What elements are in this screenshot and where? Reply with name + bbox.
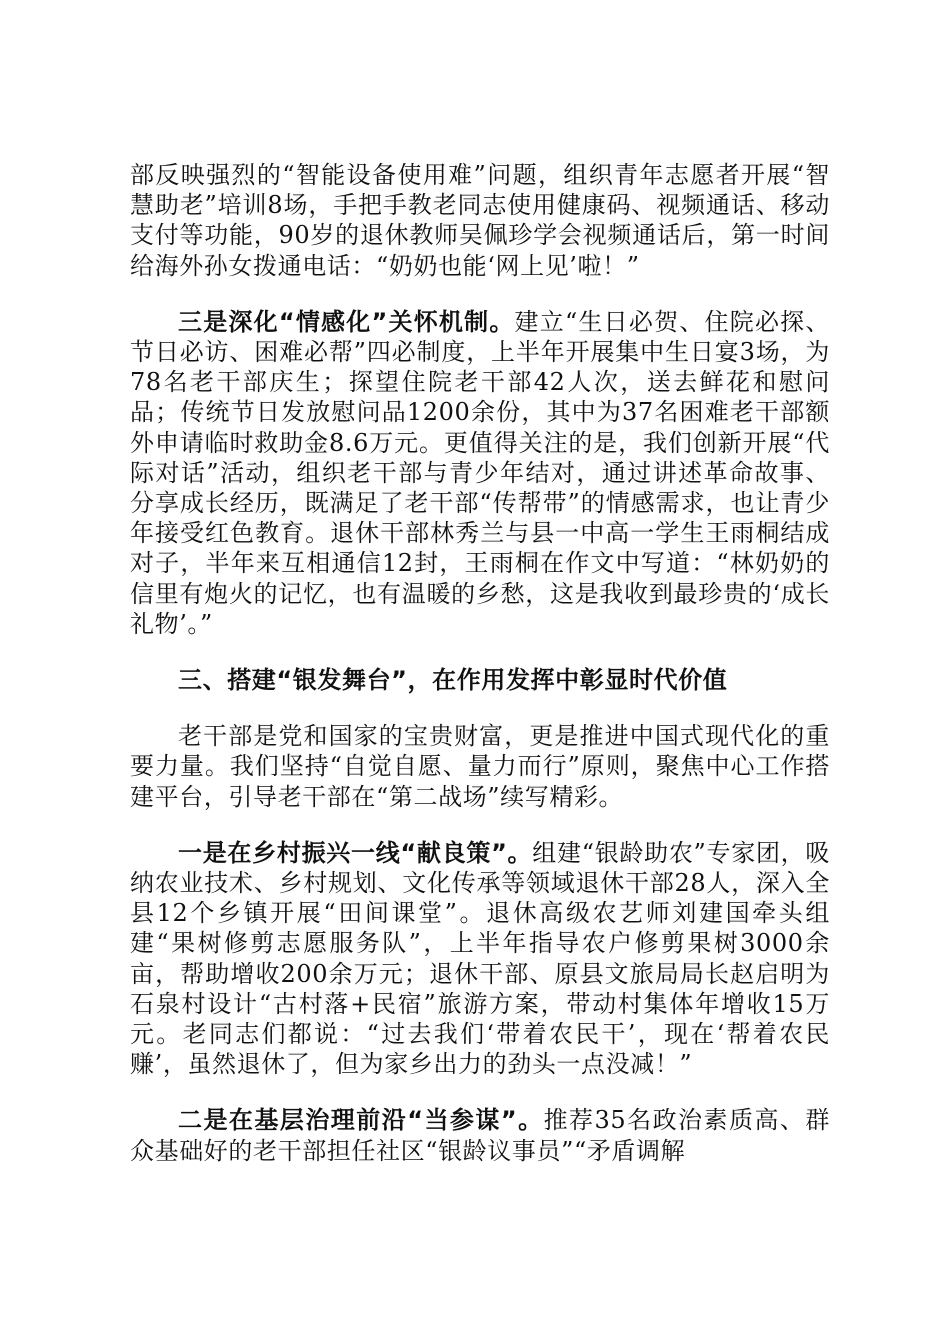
paragraph-text: 组建“银龄助农”专家团，吸纳农业技术、乡村规划、文化传承等领域退休干部28人，深入全县12个乡镇开展“田间课堂”。退休高级农艺师刘建国牵头组建“果树修剪志愿服务队”，上半年指导农户修剪果树3000余亩，帮助增收200余万元；退休干部、原县文旅局局长赵启明为石泉村设计“古村落+民宿”旅游方案，带动村集体年增收15万元。老同志们都说：“过去我们‘带着农民干’，现在‘帮着农民赚’，虽然退休了，但为家乡出力的劲头一点没减！” bbox=[130, 838, 831, 1079]
paragraph-text: 推荐35名政治素质高、群众基础好的老干部担任社区“银龄议事员”“矛盾调解 bbox=[130, 1106, 830, 1165]
paragraph-intro bbox=[130, 721, 830, 812]
paragraph-text: 部反映强烈的“智能设备使用难”问题，组织青年志愿者开展“智慧助老”培训8场，手把手教老同志使用健康码、视频通话、移动支付等功能，90岁的退休教师吴佩珍学会视频通话后，第一时间给海外孙女拨通电话：“奶奶也能‘网上见’啦！” bbox=[130, 161, 830, 280]
document-body bbox=[130, 160, 830, 1192]
paragraph-lead: 二是在基层治理前沿“当参谋”。 bbox=[178, 1106, 544, 1135]
paragraph-continuation bbox=[130, 160, 830, 281]
paragraph-text: 老干部是党和国家的宝贵财富，更是推进中国式现代化的重要力量。我们坚持“自觉自愿、量力而行”原则，聚焦中心工作搭建平台，引导老干部在“第二战场”续写精彩。 bbox=[130, 722, 830, 811]
paragraph-lead: 三是深化“情感化”关怀机制。 bbox=[178, 307, 515, 336]
paragraph-text: 建立“生日必贺、住院必探、节日必访、困难必帮”四必制度，上半年开展集中生日宴3场，为78名老干部庆生；探望住院老干部42人次，送去鲜花和慰问品；传统节日发放慰问品1200余份，其中为37名困难老干部额外申请临时救助金8.6万元。更值得关注的是，我们创新开展“代际对话”活动，组织老干部与青少年结对，通过讲述革命故事、分享成长经历，既满足了老干部“传帮带”的情感需求，也让青少年接受红色教育。退休干部林秀兰与县一中高一学生王雨桐结成对子，半年来互相通信12封，王雨桐在作文中写道：“林奶奶的信里有炮火的记忆，也有温暖的乡愁，这是我收到最珍贵的‘成长礼物’。” bbox=[130, 307, 830, 638]
paragraph-rural-revitalization bbox=[130, 838, 830, 1080]
paragraph-lead: 一是在乡村振兴一线“献良策”。 bbox=[178, 838, 533, 867]
section-heading: 三、搭建“银发舞台”，在作用发挥中彰显时代价值 bbox=[178, 666, 728, 695]
paragraph-emotional-care bbox=[130, 307, 830, 639]
paragraph-grassroots-governance bbox=[130, 1105, 830, 1165]
